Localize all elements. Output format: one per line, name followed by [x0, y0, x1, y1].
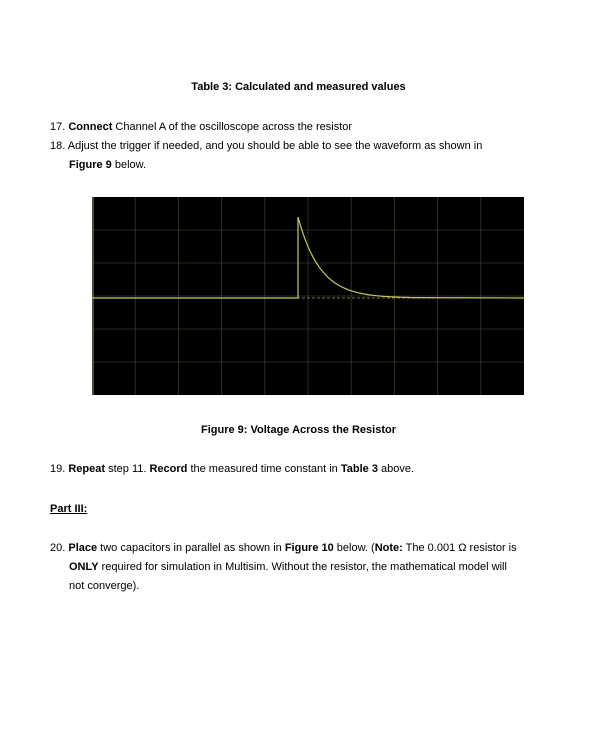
waveform-plot: [92, 197, 524, 395]
table-caption: Table 3: Calculated and measured values: [191, 81, 406, 93]
figure-caption: Figure 9: Voltage Across the Resistor: [201, 424, 396, 436]
step-20: [50, 542, 517, 554]
step-keyword: Repeat: [68, 463, 106, 475]
step-19: [50, 463, 414, 475]
step-text: below.: [111, 159, 147, 171]
step-text: below. (: [333, 542, 375, 554]
step-text: two capacitors in parallel as shown in: [97, 542, 285, 554]
step-keyword: Connect: [68, 121, 113, 133]
step-18-cont: [69, 159, 146, 171]
step-number: 17.: [50, 121, 66, 133]
table-reference: Table 3: [340, 463, 378, 475]
step-text: the measured time constant in: [187, 463, 341, 475]
figure-reference: Figure 10: [284, 542, 334, 554]
emphasis: ONLY: [69, 561, 99, 573]
step-17: [50, 121, 352, 133]
part-heading: Part III:: [50, 503, 88, 515]
oscilloscope-screen: [92, 197, 524, 395]
step-18: [50, 140, 482, 152]
note-label: Note:: [374, 542, 403, 554]
step-keyword: Place: [68, 542, 98, 554]
step-text: step 11.: [105, 463, 150, 475]
step-text: required for simulation in Multisim. Without the resistor, the mathematical model will: [98, 561, 507, 573]
step-keyword: Record: [149, 463, 188, 475]
step-20-cont: [69, 561, 507, 573]
figure-reference: Figure 9: [69, 159, 112, 171]
step-number: 18.: [50, 140, 66, 152]
step-text: Adjust the trigger if needed, and you should be able to see the waveform as shown in: [67, 140, 483, 152]
step-text: not converge).: [69, 580, 140, 592]
step-text: above.: [377, 463, 415, 475]
step-text: The 0.001 Ω resistor is: [402, 542, 517, 554]
step-number: 19.: [50, 463, 66, 475]
step-number: 20.: [50, 542, 66, 554]
step-text: Channel A of the oscilloscope across the resistor: [112, 121, 353, 133]
step-20-cont-2: [69, 580, 139, 592]
